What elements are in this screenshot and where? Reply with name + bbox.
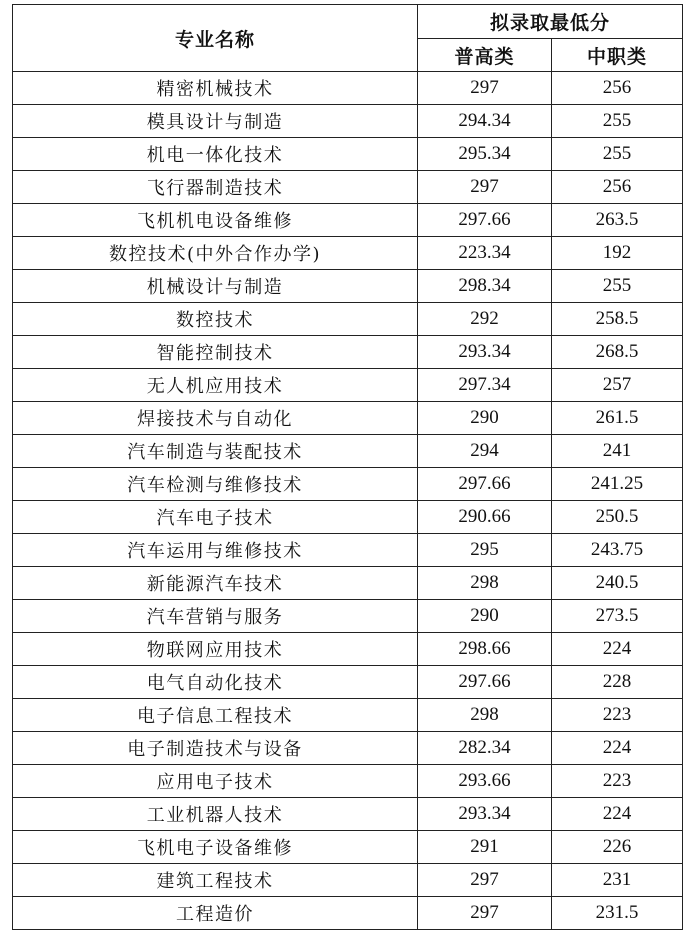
table-row <box>13 765 683 798</box>
major-cell: 电子制造技术与设备 <box>13 732 418 765</box>
table-row <box>13 138 683 171</box>
vocational-score-cell: 256 <box>552 72 683 105</box>
major-cell: 电气自动化技术 <box>13 666 418 699</box>
table-row <box>13 402 683 435</box>
general-score-cell: 282.34 <box>418 732 552 765</box>
admission-score-table <box>12 4 683 930</box>
major-cell: 物联网应用技术 <box>13 633 418 666</box>
general-score-cell: 298 <box>418 699 552 732</box>
table-row <box>13 501 683 534</box>
general-score-cell: 297.66 <box>418 666 552 699</box>
general-score-cell: 293.34 <box>418 336 552 369</box>
general-score-cell: 294.34 <box>418 105 552 138</box>
table-row <box>13 864 683 897</box>
vocational-score-cell: 256 <box>552 171 683 204</box>
major-cell: 飞行器制造技术 <box>13 171 418 204</box>
vocational-score-cell: 255 <box>552 138 683 171</box>
major-cell: 汽车营销与服务 <box>13 600 418 633</box>
vocational-score-cell: 243.75 <box>552 534 683 567</box>
vocational-score-cell: 250.5 <box>552 501 683 534</box>
vocational-score-cell: 258.5 <box>552 303 683 336</box>
vocational-score-cell: 261.5 <box>552 402 683 435</box>
table-body <box>13 72 683 930</box>
vocational-score-cell: 255 <box>552 105 683 138</box>
major-cell: 数控技术 <box>13 303 418 336</box>
table-row <box>13 435 683 468</box>
table-row <box>13 468 683 501</box>
general-score-cell: 297 <box>418 72 552 105</box>
vocational-score-cell: 224 <box>552 732 683 765</box>
major-cell: 飞机电子设备维修 <box>13 831 418 864</box>
table-row <box>13 732 683 765</box>
table-header <box>13 5 683 72</box>
vocational-score-cell: 192 <box>552 237 683 270</box>
general-score-cell: 297 <box>418 897 552 930</box>
major-cell: 焊接技术与自动化 <box>13 402 418 435</box>
general-score-cell: 293.34 <box>418 798 552 831</box>
general-score-cell: 290 <box>418 402 552 435</box>
major-cell: 汽车制造与装配技术 <box>13 435 418 468</box>
table-row <box>13 897 683 930</box>
major-cell: 模具设计与制造 <box>13 105 418 138</box>
table-row <box>13 666 683 699</box>
general-score-cell: 298.66 <box>418 633 552 666</box>
major-cell: 汽车电子技术 <box>13 501 418 534</box>
general-score-cell: 293.66 <box>418 765 552 798</box>
vocational-score-cell: 226 <box>552 831 683 864</box>
general-score-cell: 298.34 <box>418 270 552 303</box>
vocational-score-cell: 268.5 <box>552 336 683 369</box>
table-row <box>13 369 683 402</box>
table-row <box>13 105 683 138</box>
header-min-score: 拟录取最低分 <box>418 5 683 39</box>
table-row <box>13 204 683 237</box>
major-cell: 数控技术(中外合作办学) <box>13 237 418 270</box>
vocational-score-cell: 224 <box>552 798 683 831</box>
table-row <box>13 270 683 303</box>
major-cell: 机械设计与制造 <box>13 270 418 303</box>
table-row <box>13 534 683 567</box>
vocational-score-cell: 223 <box>552 699 683 732</box>
table-row <box>13 633 683 666</box>
general-score-cell: 295 <box>418 534 552 567</box>
major-cell: 飞机机电设备维修 <box>13 204 418 237</box>
vocational-score-cell: 257 <box>552 369 683 402</box>
header-major: 专业名称 <box>13 5 418 72</box>
general-score-cell: 297.66 <box>418 468 552 501</box>
vocational-score-cell: 224 <box>552 633 683 666</box>
major-cell: 智能控制技术 <box>13 336 418 369</box>
major-cell: 工程造价 <box>13 897 418 930</box>
table-row <box>13 831 683 864</box>
vocational-score-cell: 263.5 <box>552 204 683 237</box>
table-row <box>13 600 683 633</box>
vocational-score-cell: 223 <box>552 765 683 798</box>
vocational-score-cell: 231.5 <box>552 897 683 930</box>
general-score-cell: 295.34 <box>418 138 552 171</box>
vocational-score-cell: 255 <box>552 270 683 303</box>
general-score-cell: 290 <box>418 600 552 633</box>
table-row <box>13 699 683 732</box>
header-general: 普高类 <box>418 39 552 72</box>
major-cell: 无人机应用技术 <box>13 369 418 402</box>
major-cell: 工业机器人技术 <box>13 798 418 831</box>
general-score-cell: 297 <box>418 171 552 204</box>
major-cell: 新能源汽车技术 <box>13 567 418 600</box>
vocational-score-cell: 273.5 <box>552 600 683 633</box>
general-score-cell: 292 <box>418 303 552 336</box>
major-cell: 机电一体化技术 <box>13 138 418 171</box>
general-score-cell: 290.66 <box>418 501 552 534</box>
general-score-cell: 291 <box>418 831 552 864</box>
table-row <box>13 171 683 204</box>
table-row <box>13 237 683 270</box>
table-row <box>13 798 683 831</box>
table-row <box>13 72 683 105</box>
general-score-cell: 223.34 <box>418 237 552 270</box>
general-score-cell: 298 <box>418 567 552 600</box>
major-cell: 电子信息工程技术 <box>13 699 418 732</box>
vocational-score-cell: 241.25 <box>552 468 683 501</box>
vocational-score-cell: 231 <box>552 864 683 897</box>
table-row <box>13 336 683 369</box>
table-row <box>13 303 683 336</box>
vocational-score-cell: 241 <box>552 435 683 468</box>
major-cell: 汽车检测与维修技术 <box>13 468 418 501</box>
header-vocational: 中职类 <box>552 39 683 72</box>
vocational-score-cell: 240.5 <box>552 567 683 600</box>
vocational-score-cell: 228 <box>552 666 683 699</box>
major-cell: 精密机械技术 <box>13 72 418 105</box>
major-cell: 汽车运用与维修技术 <box>13 534 418 567</box>
major-cell: 应用电子技术 <box>13 765 418 798</box>
general-score-cell: 297 <box>418 864 552 897</box>
general-score-cell: 297.34 <box>418 369 552 402</box>
general-score-cell: 297.66 <box>418 204 552 237</box>
table-row <box>13 567 683 600</box>
general-score-cell: 294 <box>418 435 552 468</box>
major-cell: 建筑工程技术 <box>13 864 418 897</box>
